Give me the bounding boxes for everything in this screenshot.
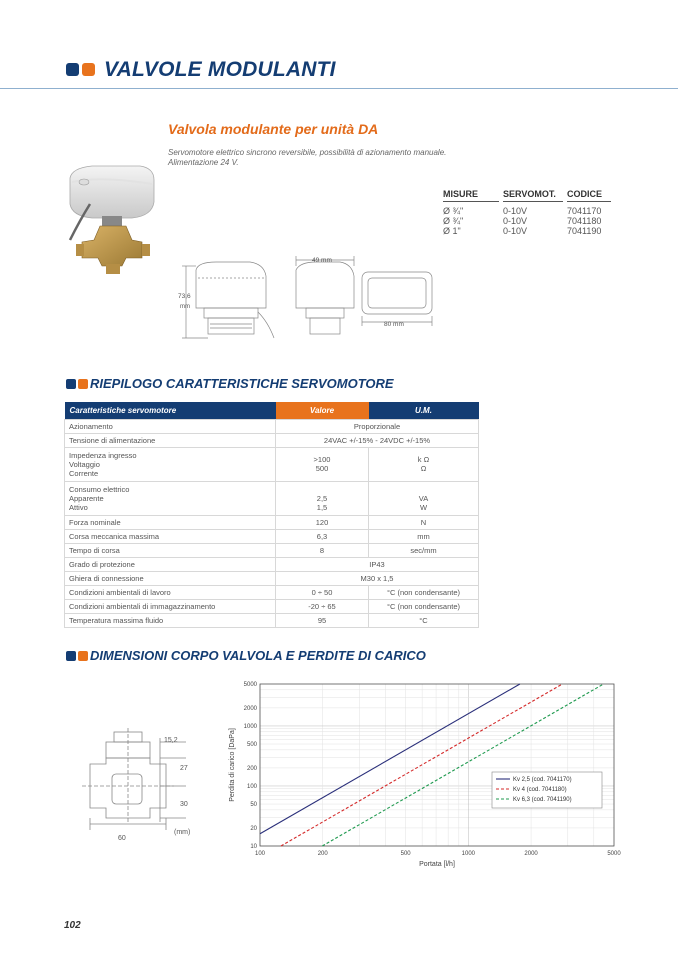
page-title: VALVOLE MODULANTI [104,58,336,81]
section-title-dimensions: DIMENSIONI CORPO VALVOLA E PERDITE DI CARICO [90,648,426,663]
dim-width-top: 49 mm [312,257,332,264]
y-tick-label: 2000 [243,705,257,712]
chart-y-axis-label: Perdita di carico [DaPa] [229,728,236,802]
cell-label: Ghiera di connessione [65,571,276,585]
cell-label: Condizioni ambientali di immagazzinamento [65,599,276,613]
cell-label: Grado di protezione [65,557,276,571]
spec-table-header [443,189,615,202]
cell-unit: N [369,515,479,529]
cell-value: M30 x 1,5 [276,571,479,585]
product-description [168,148,548,168]
cell-label [65,481,276,515]
cell-line: >100 [313,455,331,464]
section2-bullet-blue [66,651,76,661]
x-tick-label: 5000 [607,851,621,857]
y-tick-label: 5000 [243,682,257,688]
spec-cell: 7041180 [567,216,602,226]
cell-value: 8 [276,543,369,557]
spec-header-servomot: SERVOMOT. [503,189,563,202]
cell-value: 0 ÷ 50 [276,585,369,599]
description-line-2: Alimentazione 24 V. [168,158,239,167]
chart-legend [492,772,602,808]
valve-product-photo [62,160,162,278]
spec-cell: Ø 1" [443,226,461,236]
spec-cell: 0-10V [503,226,528,236]
cell-label: Temperatura massima fluido [65,613,276,627]
table-row [65,543,479,557]
valve-dim-unit: (mm) [174,829,191,836]
cell-value [276,447,369,481]
table-row [65,585,479,599]
cell-unit [369,447,479,481]
table-row [65,571,479,585]
header-unit: U.M. [369,402,479,419]
series-line-1 [260,684,520,834]
cell-line: k Ω [417,455,430,464]
y-tick-label: 1000 [243,723,257,730]
dim-height-unit: mm [180,304,190,310]
spec-row [443,226,615,236]
cell-value: 95 [276,613,369,627]
y-tick-label: 20 [250,825,257,832]
cell-unit: sec/mm [369,543,479,557]
x-tick-label: 200 [317,851,328,857]
cell-value: 6,3 [276,529,369,543]
cell-value: 24VAC +/-15% - 24VDC +/-15% [276,433,479,447]
spec-header-misure: MISURE [443,189,499,202]
spec-cell: 7041190 [567,226,602,236]
logo-square-blue [66,63,79,76]
cell-label [65,447,276,481]
cell-line: Impedenza ingresso [69,450,137,460]
legend-label: Kv 4 (cod. 7041180) [513,787,567,793]
table-header-row [65,402,479,419]
cell-label: Tensione di alimentazione [65,433,276,447]
table-row [65,613,479,627]
table-row [65,447,479,481]
header-value: Valore [276,402,369,419]
cell-line: 2,5 [316,493,328,503]
series-line-2 [281,684,563,846]
cell-line: W [419,502,428,512]
valve-dim-3: 30 [180,801,188,808]
characteristics-table [64,402,479,628]
dim-height: 73,6 [178,293,191,300]
cell-value: 120 [276,515,369,529]
series-line-3 [322,684,603,846]
spec-cell: 0-10V [503,206,528,216]
pressure-loss-chart [224,676,624,872]
product-title: Valvola modulante per unità DA [168,121,379,137]
valve-body-drawing [76,728,206,846]
y-tick-label: 100 [246,783,257,790]
cell-value: IP43 [276,557,479,571]
table-row [65,433,479,447]
chart-series [260,684,604,846]
section2-bullet-orange [78,651,88,661]
cell-line: Apparente [69,493,104,503]
cell-label: Tempo di corsa [65,543,276,557]
spec-cell: Ø ¾" [443,206,464,216]
table-row [65,481,479,515]
page-number: 102 [64,920,81,931]
table-row [65,419,479,433]
table-row [65,515,479,529]
spec-row [443,216,615,226]
chart-x-axis-label: Portata [l/h] [419,861,455,868]
dim-width-side: 80 mm [384,321,404,328]
chart-ticks [244,682,622,857]
y-tick-label: 500 [246,742,257,749]
cell-line: VA [418,493,429,503]
cell-unit: mm [369,529,479,543]
cell-line: Voltaggio [69,459,100,469]
logo-square-orange [82,63,95,76]
table-row [65,599,479,613]
cell-line: Corrente [69,468,99,478]
cell-unit: °C (non condensante) [369,585,479,599]
cell-line: 1,5 [316,502,328,512]
cell-line: 500 [315,464,329,473]
cell-line: Ω [420,464,427,473]
cell-unit: °C [369,613,479,627]
valve-dim-2: 27 [180,765,188,772]
y-tick-label: 200 [246,765,257,772]
spec-cell: Ø ¾" [443,216,464,226]
y-tick-label: 10 [250,844,257,850]
x-tick-label: 2000 [524,851,538,857]
spec-table [443,189,615,236]
cell-unit: °C (non condensante) [369,599,479,613]
section1-bullet-blue [66,379,76,389]
table-row [65,557,479,571]
section-title-characteristics: RIEPILOGO CARATTERISTICHE SERVOMOTORE [90,376,394,391]
cell-label: Forza nominale [65,515,276,529]
x-tick-label: 100 [254,851,266,857]
y-tick-label: 50 [250,802,257,809]
spec-row [443,206,615,216]
description-line-1: Servomotore elettrico sincrono reversibile, possibilità di azionamento manuale. [168,148,447,157]
cell-label: Condizioni ambientali di lavoro [65,585,276,599]
section1-bullet-orange [78,379,88,389]
cell-label: Corsa meccanica massima [65,529,276,543]
cell-value: -20 ÷ 65 [276,599,369,613]
valve-dim-4: 60 [118,835,126,842]
cell-value [276,481,369,515]
cell-value: Proporzionale [276,419,479,433]
spec-header-codice: CODICE [567,189,611,202]
valve-dim-1: 15,2 [164,737,178,744]
servomotor-drawings [176,252,436,344]
cell-line: Consumo elettrico [69,484,130,494]
spec-cell: 0-10V [503,216,528,226]
cell-unit [369,481,479,515]
x-tick-label: 1000 [461,851,476,857]
header-characteristic: Caratteristiche servomotore [65,402,276,419]
header-divider [0,88,678,89]
spec-cell: 7041170 [567,206,602,216]
cell-label: Azionamento [65,419,276,433]
legend-label: Kv 6,3 (cod. 7041190) [513,797,572,803]
cell-line: Attivo [69,502,88,512]
legend-label: Kv 2,5 (cod. 7041170) [513,777,572,783]
table-row [65,529,479,543]
x-tick-label: 500 [400,851,411,857]
